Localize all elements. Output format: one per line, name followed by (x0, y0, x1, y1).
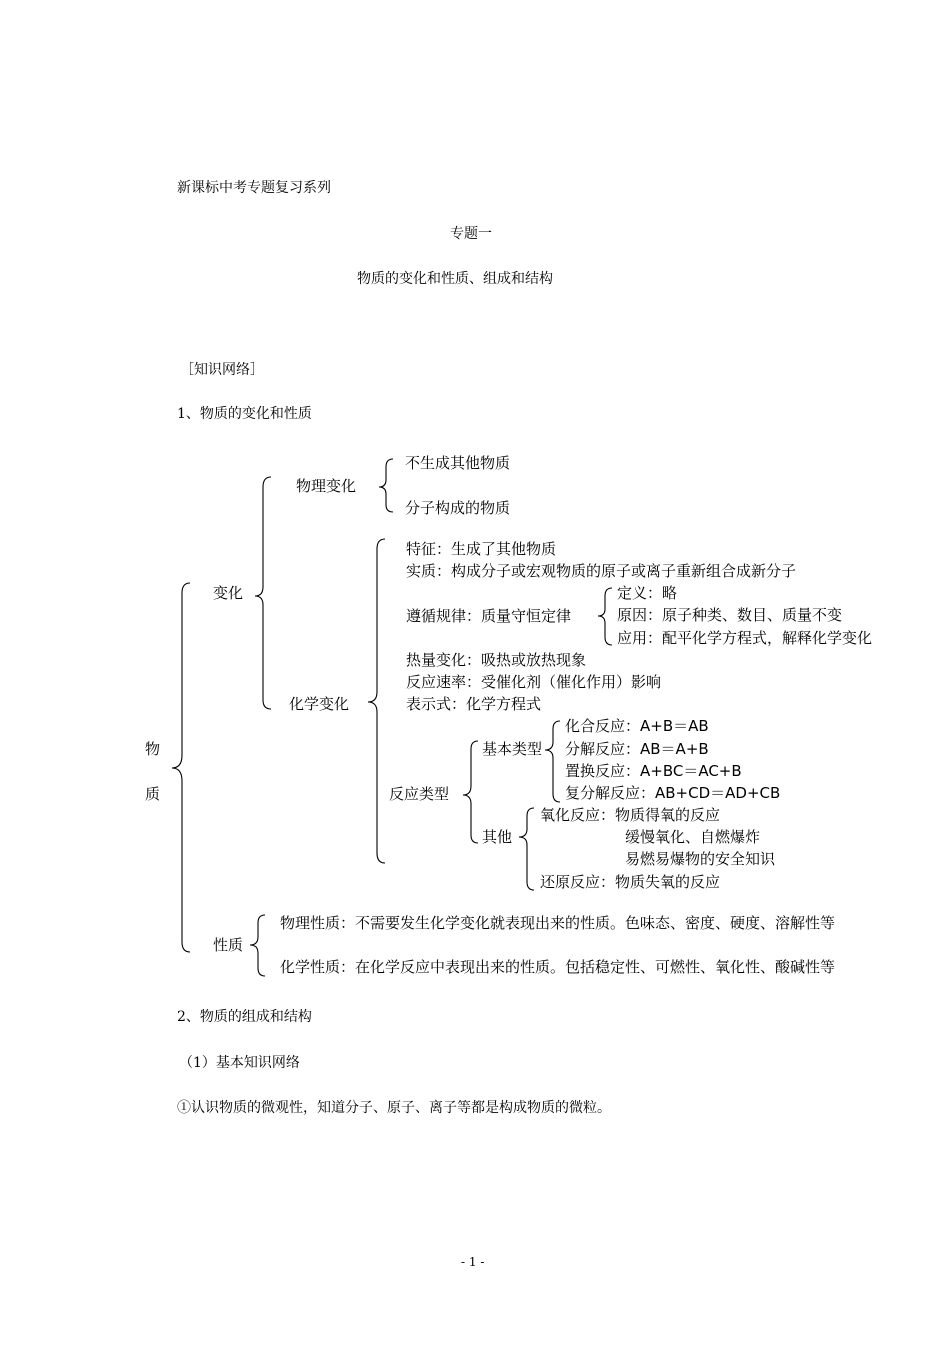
page-number: - 1 - (461, 1255, 485, 1269)
law-application: 应用：配平化学方程式，解释化学变化 (617, 629, 873, 647)
page-title: 物质的变化和性质、组成和结构 (357, 271, 553, 287)
section-heading-1: 1、物质的变化和性质 (177, 406, 312, 422)
brace-property (250, 915, 265, 976)
node-basic-types: 基本类型 (482, 740, 543, 758)
reduction-reaction: 还原反应：物质失氧的反应 (540, 873, 721, 891)
physical-change-item-2: 分子构成的物质 (405, 499, 511, 517)
root-char-top: 物 (145, 740, 161, 758)
subsection-heading-1: （1）基本知识网络 (179, 1055, 300, 1071)
law-reason: 原因：原子种类、数目、质量不变 (617, 606, 843, 624)
series-title: 新课标中考专题复习系列 (177, 180, 331, 196)
brace-root (172, 583, 190, 952)
physical-change-item-1: 不生成其他物质 (405, 454, 511, 472)
paragraph-item-1: ①认识物质的微观性，知道分子、原子、离子等都是构成物质的微粒。 (177, 1100, 611, 1116)
brace-reaction-types (463, 741, 478, 843)
node-others: 其他 (482, 828, 513, 846)
node-physical-change: 物理变化 (296, 477, 357, 495)
oxidation-detail-1: 缓慢氧化、自燃爆炸 (625, 828, 761, 846)
chemical-heat: 热量变化：吸热或放热现象 (406, 651, 587, 669)
basic-type-decomposition: 分解反应：AB＝A+B (565, 740, 709, 758)
node-property: 性质 (213, 936, 244, 954)
brace-change (255, 477, 271, 709)
physical-property: 物理性质：不需要发生化学变化就表现出来的性质。色味态、密度、硬度、溶解性等 (280, 914, 836, 932)
oxidation-reaction: 氧化反应：物质得氧的反应 (540, 806, 721, 824)
node-chemical-change: 化学变化 (289, 695, 350, 713)
topic-number: 专题一 (450, 226, 492, 242)
root-char-bottom: 质 (145, 785, 161, 803)
chemical-law: 遵循规律：质量守恒定律 (406, 607, 572, 625)
node-reaction-types: 反应类型 (389, 785, 450, 803)
brace-law (598, 588, 612, 645)
chemical-feature: 特征：生成了其他物质 (406, 540, 557, 558)
brace-others (519, 808, 534, 890)
basic-type-replacement: 置换反应：A+BC＝AC+B (565, 762, 742, 780)
chemical-essence: 实质：构成分子或宏观物质的原子或离子重新组合成新分子 (406, 562, 797, 580)
oxidation-detail-2: 易燃易爆物的安全知识 (625, 850, 776, 868)
brace-physical (379, 459, 393, 512)
chemical-property: 化学性质：在化学反应中表现出来的性质。包括稳定性、可燃性、氧化性、酸碱性等 (280, 958, 836, 976)
chemical-rate: 反应速率：受催化剂（催化作用）影响 (406, 673, 662, 691)
section-label: ［知识网络］ (180, 362, 264, 378)
node-change: 变化 (213, 584, 244, 602)
brace-basic-types (545, 721, 560, 802)
brace-chemical (368, 539, 385, 863)
basic-type-combination: 化合反应：A+B＝AB (565, 717, 709, 735)
law-definition: 定义：略 (617, 584, 678, 602)
section-heading-2: 2、物质的组成和结构 (177, 1009, 312, 1025)
chemical-expression: 表示式：化学方程式 (406, 695, 542, 713)
basic-type-double-decomposition: 复分解反应：AB+CD＝AD+CB (565, 784, 781, 802)
